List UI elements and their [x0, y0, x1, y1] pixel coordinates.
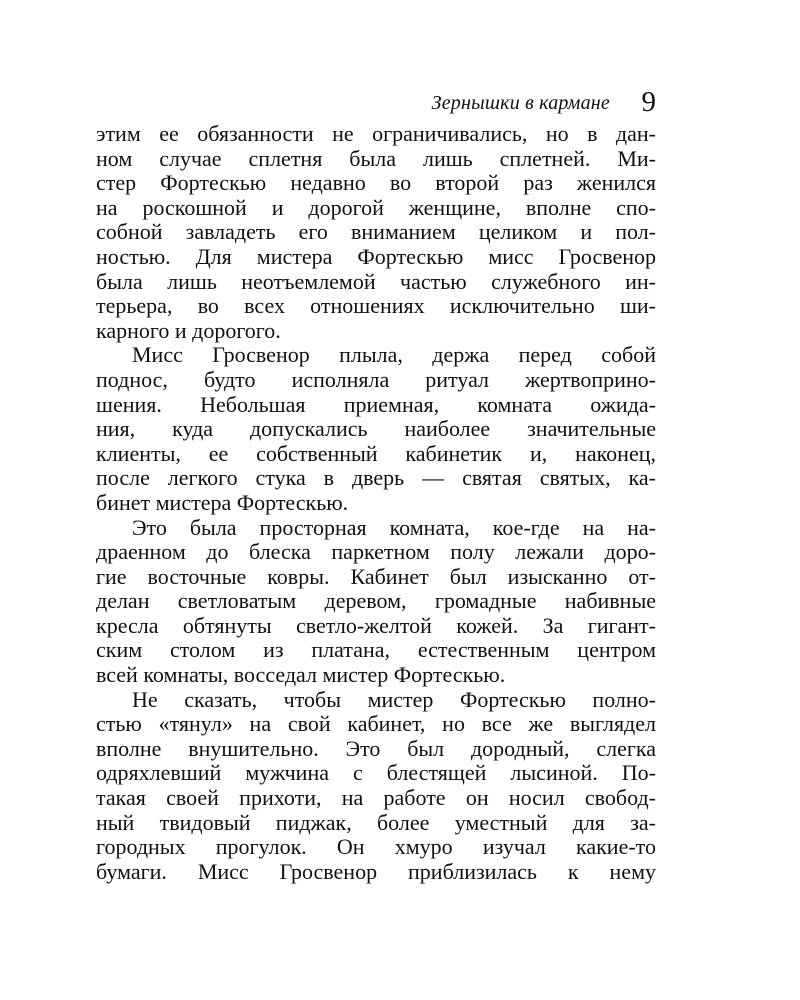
paragraph — [96, 122, 656, 343]
text-line: ный твидовый пиджак, более уместный для за- — [96, 810, 656, 835]
text-line: одряхлевший мужчина с блестящей лысиной. По- — [96, 761, 656, 786]
text-line: ния, куда допускались наиболее значительные — [96, 417, 656, 442]
text-line: клиенты, ее собственный кабинетик и, наконец, — [96, 441, 656, 466]
text-line: делан светловатым деревом, громадные набивные — [96, 589, 656, 614]
running-title: Зернышки в кармане — [431, 92, 610, 114]
text-line: на роскошной и дорогой женщине, вполне спо- — [96, 195, 656, 220]
text-line: ностью. Для мистера Фортескью мисс Гросвенор — [96, 244, 656, 269]
text-line: ским столом из платана, естественным центром — [96, 638, 656, 663]
text-line: драенном до блеска паркетном полу лежали доро- — [96, 540, 656, 565]
text-line: стью «тянул» на свой кабинет, но все же выглядел — [96, 712, 656, 737]
text-line: стер Фортескью недавно во второй раз женился — [96, 171, 656, 196]
text-line: после легкого стука в дверь — святая святых, ка- — [96, 466, 656, 491]
text-line: была лишь неотъемлемой частью служебного ин- — [96, 269, 656, 294]
paragraph — [96, 343, 656, 515]
text-line: ном случае сплетня была лишь сплетней. Ми- — [96, 146, 656, 171]
page-number: 9 — [641, 86, 656, 118]
text-line: бинет мистера Фортескью. — [96, 490, 349, 515]
text-line: собной завладеть его вниманием целиком и пол- — [96, 220, 656, 245]
text-line: всей комнаты, восседал мистер Фортескью. — [96, 663, 506, 688]
page-header — [96, 86, 656, 122]
text-line: терьера, во всех отношениях исключительно ши- — [96, 294, 656, 319]
text-line: Это была просторная комната, кое-где на на- — [132, 515, 656, 540]
text-line: кресла обтянуты светло-желтой кожей. За гигант- — [96, 613, 656, 638]
text-line: бумаги. Мисс Гросвенор приблизилась к нему — [96, 859, 656, 884]
text-line: этим ее обязанности не ограничивались, но в дан- — [96, 122, 656, 146]
text-line: вполне внушительно. Это был дородный, слегка — [96, 736, 656, 761]
body-text — [96, 122, 656, 884]
paragraph — [96, 688, 656, 885]
text-line: карного и дорогого. — [96, 318, 281, 343]
text-line: Не сказать, чтобы мистер Фортескью полно- — [132, 687, 656, 712]
paragraph — [96, 516, 656, 688]
text-line: городных прогулок. Он хмуро изучал какие-то — [96, 835, 656, 860]
text-line: Мисс Гросвенор плыла, держа перед собой — [132, 343, 656, 368]
text-line: такая своей прихоти, на работе он носил свобод- — [96, 786, 656, 811]
text-line: гие восточные ковры. Кабинет был изысканно от- — [96, 564, 656, 589]
text-line: поднос, будто исполняла ритуал жертвоприно- — [96, 367, 656, 392]
text-line: шения. Небольшая приемная, комната ожида- — [96, 392, 656, 417]
